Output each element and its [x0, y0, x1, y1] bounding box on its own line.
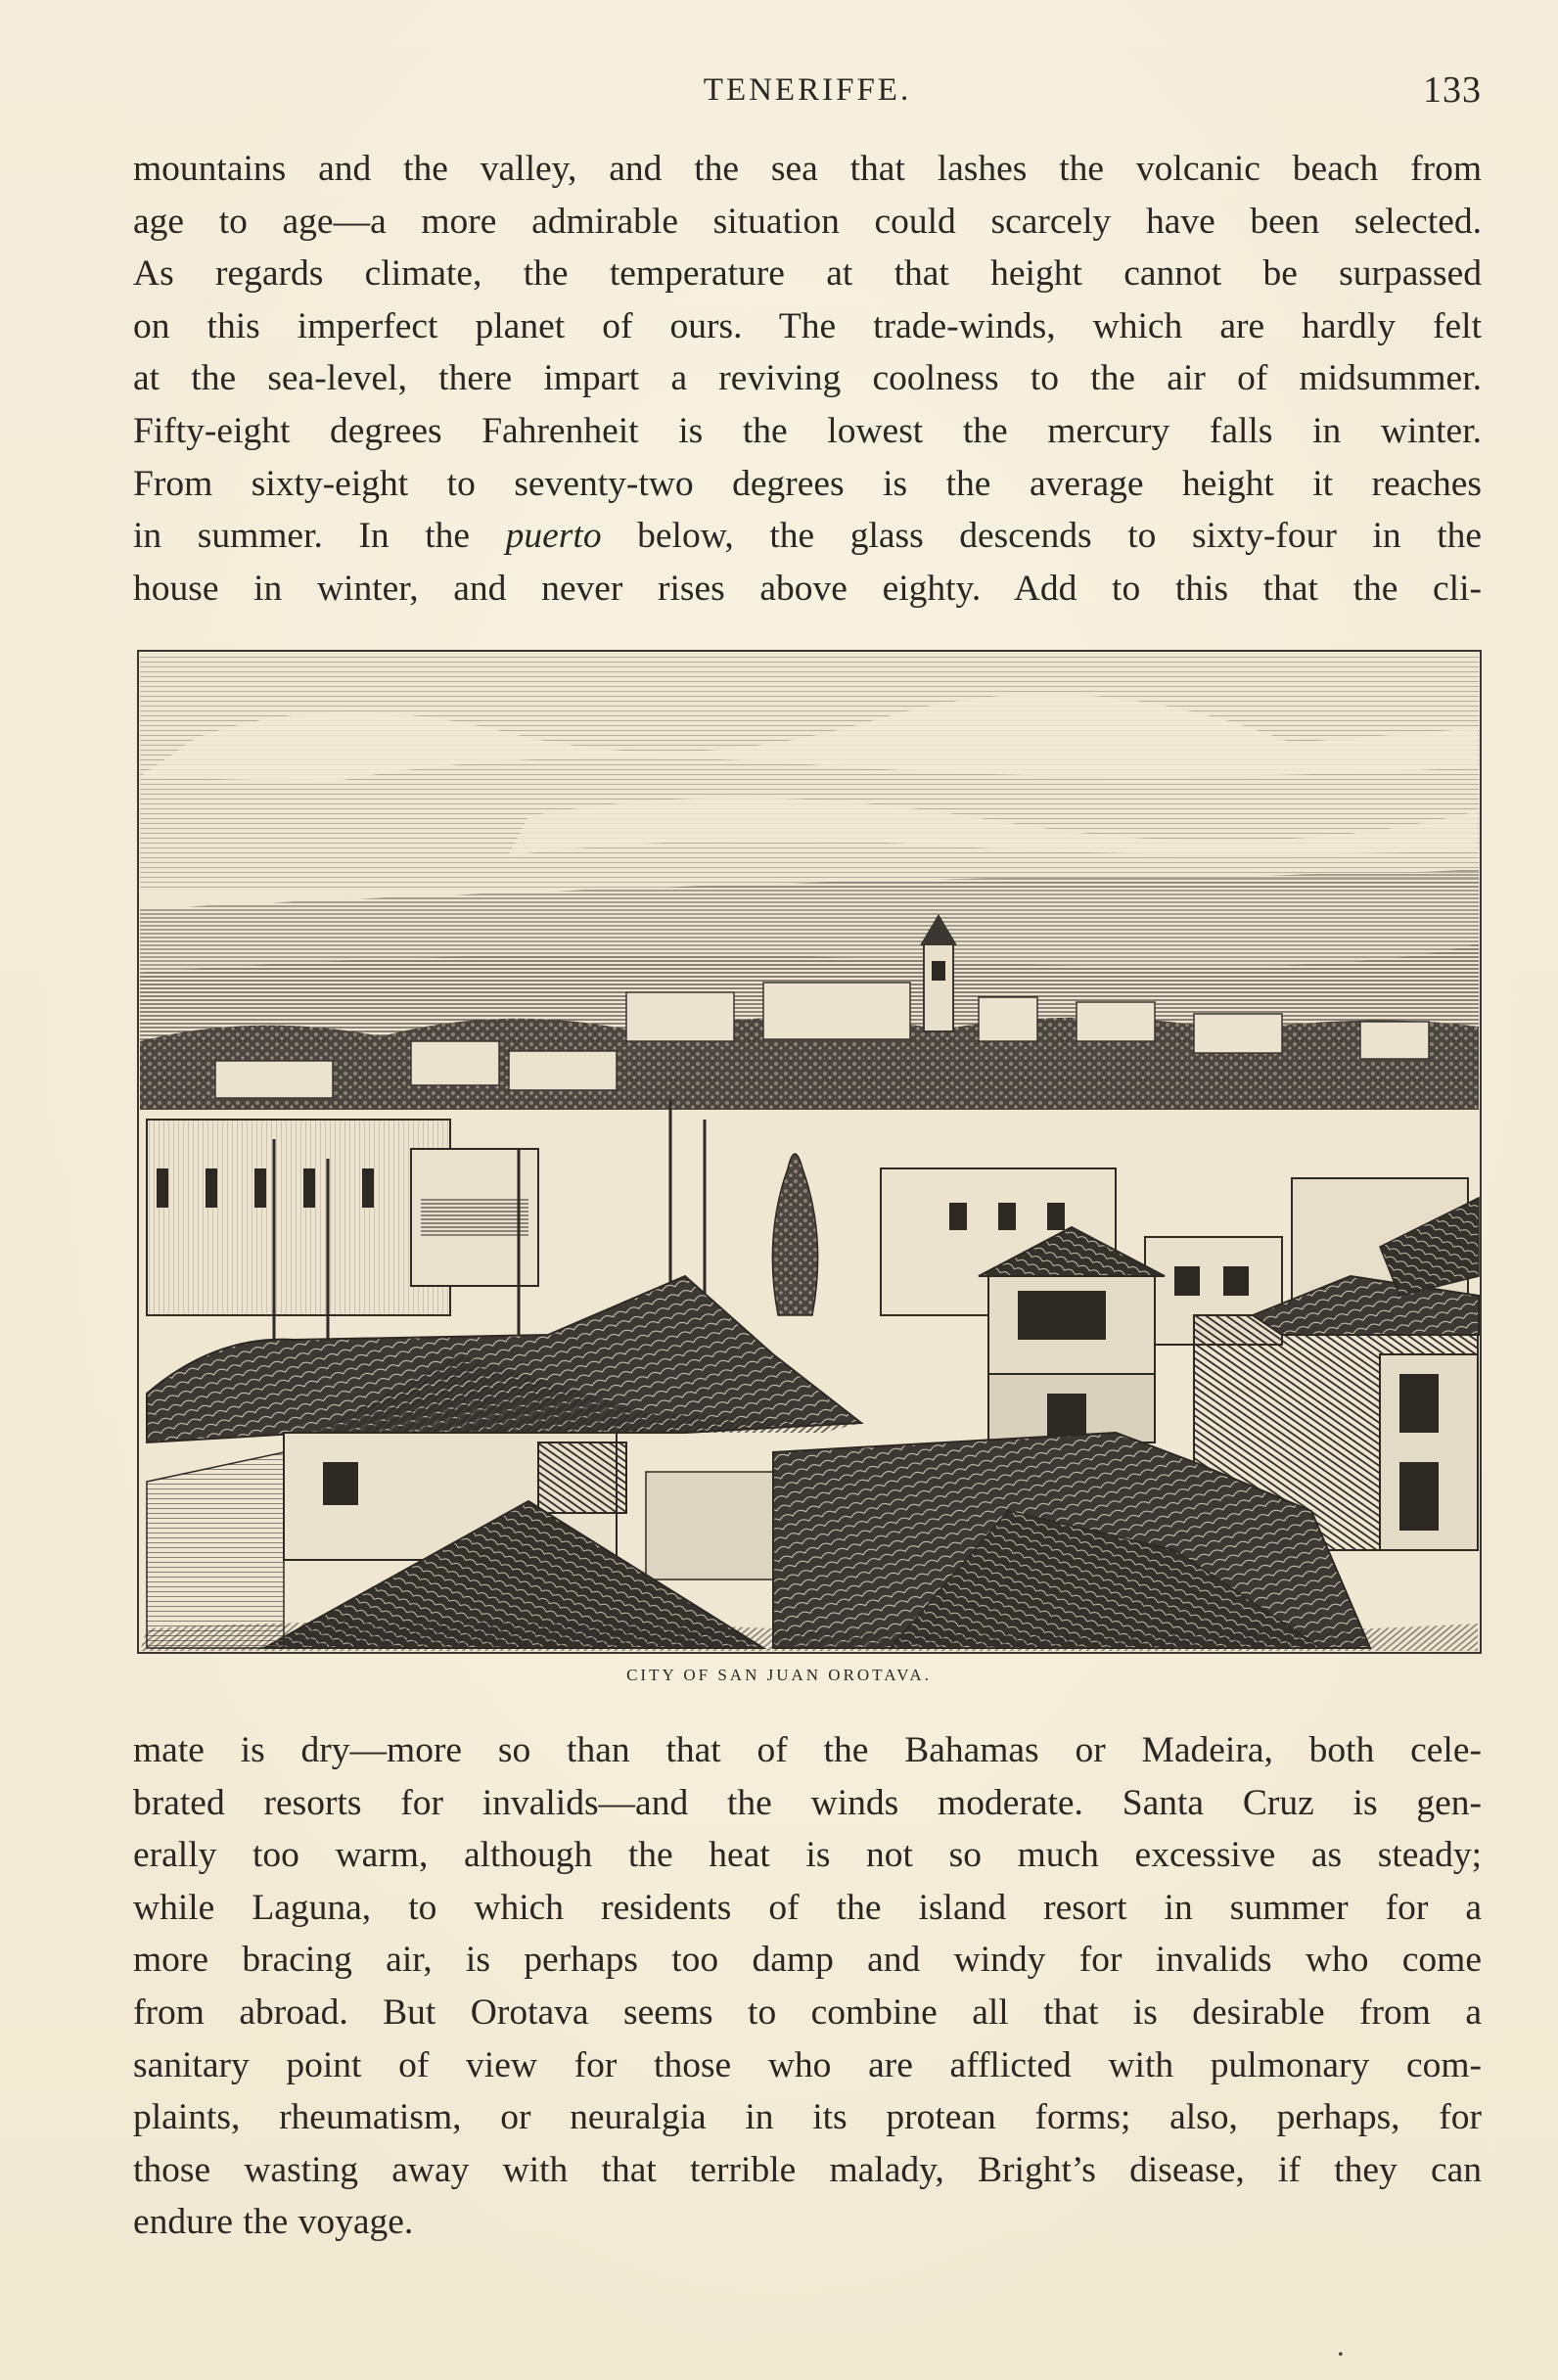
text-line: endure the voyage.: [133, 2202, 414, 2243]
footer-mark: •: [1338, 2347, 1344, 2363]
text-line: mate is dry—more so than that of the Bahamas or Madeira, both cele-: [133, 1730, 1482, 1770]
paragraph-top: [133, 143, 1482, 615]
text-line: those wasting away with that terrible malady, Bright’s disease, if they can: [133, 2149, 1482, 2190]
text-line: in summer. In the puerto below, the glass descends to sixty-four in the: [133, 516, 1483, 557]
running-head: [133, 67, 1482, 115]
text-line: brated resorts for invalids—and the winds moderate. Santa Cruz is gen-: [133, 1782, 1482, 1823]
italic-word: puerto: [505, 516, 602, 557]
text-line: erally too warm, although the heat is not so much excessive as steady;: [133, 1835, 1482, 1876]
text-line: age to age—a more admirable situation could scarcely have been selected.: [133, 201, 1482, 242]
engraving-illustration: [137, 650, 1482, 1654]
text-line: while Laguna, to which residents of the island resort in summer for a: [133, 1887, 1482, 1928]
text-line: on this imperfect planet of ours. The trade-winds, which are hardly felt: [133, 305, 1482, 346]
engraving-city-view: [137, 650, 1482, 1654]
figure-caption: CITY OF SAN JUAN OROTAVA.: [626, 1666, 932, 1684]
text-line: at the sea-level, there impart a reviving coolness to the air of midsummer.: [133, 358, 1482, 399]
text-line: From sixty-eight to seventy-two degrees is the average height it reaches: [133, 463, 1482, 504]
church-tower: [924, 943, 953, 1031]
page-number: 133: [1423, 69, 1482, 111]
running-title: TENERIFFE.: [703, 72, 912, 108]
text-line: Fifty-eight degrees Fahrenheit is the lowest the mercury falls in winter.: [133, 410, 1482, 451]
text-line: mountains and the valley, and the sea that lashes the volcanic beach from: [133, 149, 1482, 189]
paragraph-bottom: [133, 1724, 1482, 2249]
text-line: from abroad. But Orotava seems to combine all that is desirable from a: [133, 1991, 1482, 2033]
text-line: house in winter, and never rises above eighty. Add to this that the cli-: [133, 568, 1482, 609]
text-line: plaints, rheumatism, or neuralgia in its protean forms; also, perhaps, for: [133, 2097, 1482, 2138]
text-line: more bracing air, is perhaps too damp and windy for invalids who come: [133, 1940, 1482, 1981]
text-line: sanitary point of view for those who are afflicted with pulmonary com-: [133, 2044, 1482, 2085]
text-line: As regards climate, the temperature at that height cannot be surpassed: [133, 253, 1482, 295]
